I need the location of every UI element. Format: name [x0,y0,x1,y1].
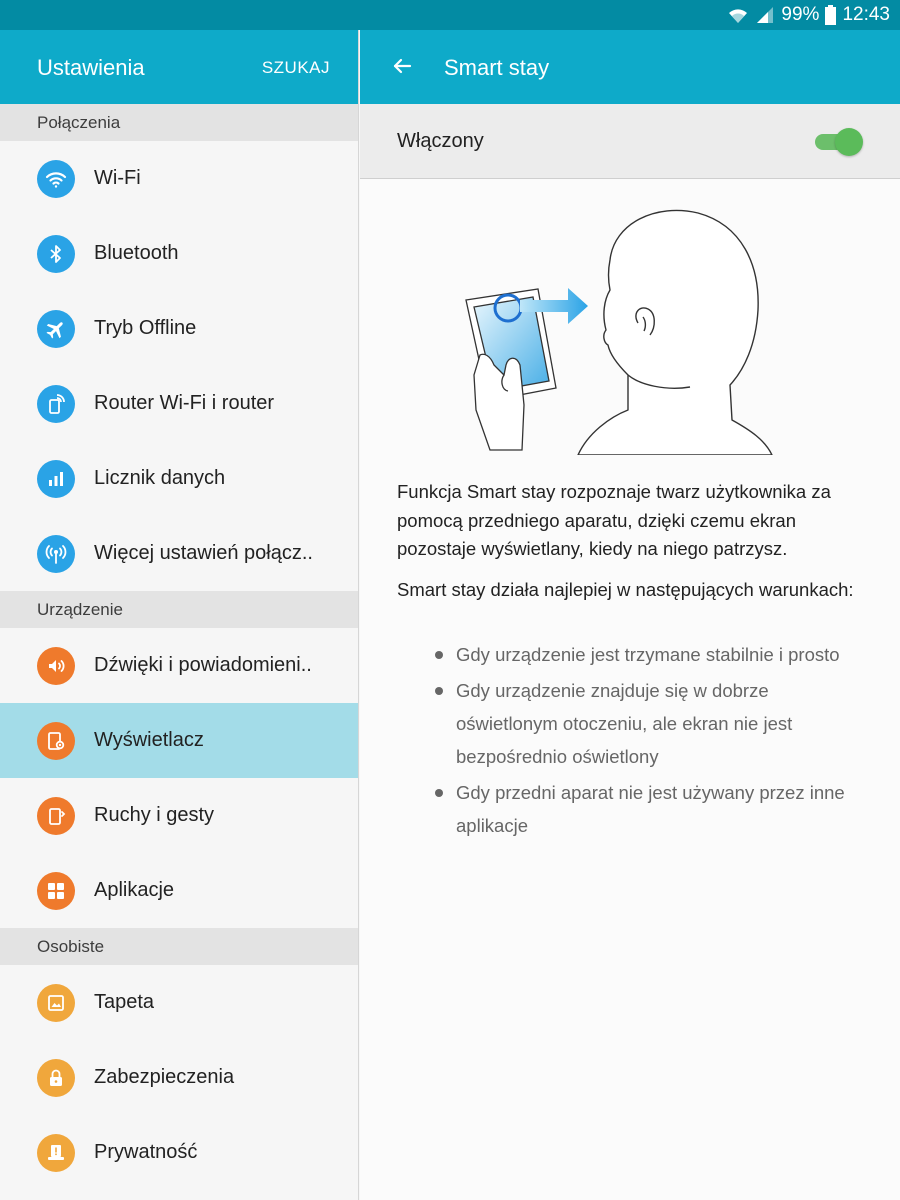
settings-list-pane [0,30,359,1200]
section-header-connections: Połączenia [0,104,358,141]
conditions-paragraph: Smart stay działa najlepiej w następujących warunkach: [397,579,854,600]
wallpaper-icon [37,984,75,1022]
settings-item-security[interactable] [0,1040,358,1115]
airplane-icon [37,310,75,348]
more-connections-icon [37,535,75,573]
person-drawing [578,210,772,455]
settings-item-wifi[interactable] [0,141,358,216]
toggle-label: Włączony [397,130,484,152]
clock: 12:43 [842,4,890,25]
smart-stay-header [360,30,900,104]
motions-icon [37,797,75,835]
settings-item-label: Tryb Offline [94,317,197,339]
sound-icon [37,647,75,685]
settings-item-label: Ruchy i gesty [94,804,215,826]
status-bar [0,0,900,30]
battery-percent: 99% [781,4,820,25]
settings-item-hotspot[interactable] [0,366,358,441]
settings-item-apps[interactable] [0,853,358,928]
settings-item-more-connections[interactable] [0,516,358,591]
description-paragraph: Funkcja Smart stay rozpoznaje twarz użytkownika za pomocą przedniego aparatu, dzięki czemu ekran pozostaje wyświetlany, kiedy na niego patrzysz. [397,481,831,559]
wifi-icon [37,160,75,198]
settings-item-label: Więcej ustawień połącz.. [94,542,313,564]
data-usage-icon [37,460,75,498]
signal-icon [755,5,775,25]
list-item: Gdy urządzenie jest trzymane stabilnie i prosto [430,638,860,671]
settings-item-label: Licznik danych [94,467,226,489]
settings-item-label: Dźwięki i powiadomieni.. [94,654,312,676]
settings-title: Ustawienia [37,55,145,80]
smart-stay-switch[interactable] [815,128,863,154]
settings-item-data-usage[interactable] [0,441,358,516]
status-icons [727,0,890,30]
settings-item-wallpaper[interactable] [0,965,358,1040]
settings-item-label: Bluetooth [94,242,179,264]
conditions-list [430,638,860,845]
apps-icon [37,872,75,910]
wifi-status-icon [727,5,749,25]
search-button[interactable]: SZUKAJ [261,58,330,77]
settings-item-motions[interactable] [0,778,358,853]
switch-thumb [835,128,863,156]
privacy-icon [37,1134,75,1172]
smart-stay-toggle-row[interactable] [360,104,900,179]
smart-stay-pane [360,30,900,1200]
settings-item-privacy[interactable] [0,1115,358,1190]
page-title: Smart stay [444,55,550,80]
settings-item-sounds[interactable] [0,628,358,703]
battery-icon [825,5,836,25]
back-arrow-icon[interactable] [390,54,414,83]
settings-item-bluetooth[interactable] [0,216,358,291]
settings-item-display[interactable] [0,703,358,778]
smart-stay-illustration [460,205,780,455]
section-header-device: Urządzenie [0,591,358,628]
settings-item-label: Router Wi-Fi i router [94,392,275,414]
lock-icon [37,1059,75,1097]
settings-header [0,30,358,104]
settings-item-label: Zabezpieczenia [94,1066,235,1088]
list-item: Gdy przedni aparat nie jest używany przez inne aplikacje [430,776,860,842]
settings-item-label: Prywatność [94,1141,198,1163]
hotspot-icon [37,385,75,423]
settings-item-label: Aplikacje [94,879,175,901]
settings-item-label: Wyświetlacz [94,729,204,751]
list-item: Gdy urządzenie znajduje się w dobrze oświetlonym otoczeniu, ale ekran nie jest bezpośrednio oświetlony [430,674,860,773]
display-icon [37,722,75,760]
settings-item-label: Wi-Fi [94,167,141,189]
settings-item-label: Tapeta [94,991,155,1013]
settings-item-airplane[interactable] [0,291,358,366]
bluetooth-icon [37,235,75,273]
section-header-personal: Osobiste [0,928,358,965]
